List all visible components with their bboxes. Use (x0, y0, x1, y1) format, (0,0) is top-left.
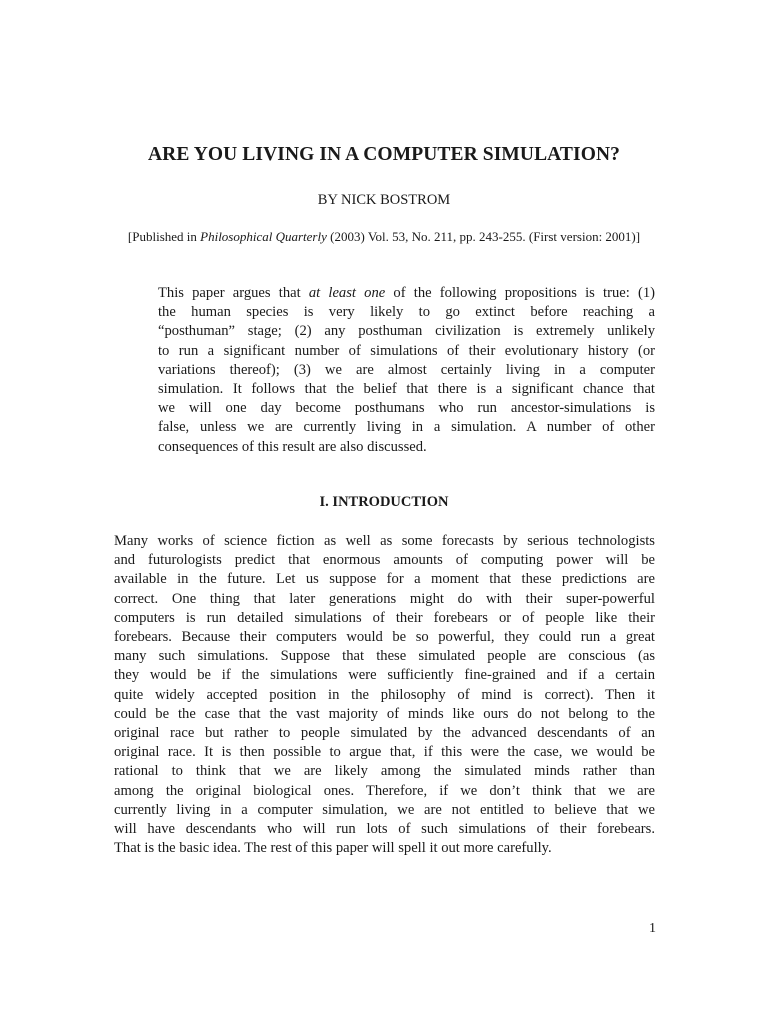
abstract-line (158, 361, 655, 380)
introduction-paragraph (114, 532, 655, 858)
abstract-text: we will one day become posthumans who run ancestor-simulations is (158, 400, 655, 417)
paragraph-line: many such simulations. Suppose that these simulated people are conscious (as (114, 648, 655, 665)
abstract-text: to run a significant number of simulations of their evolutionary history (or (158, 342, 655, 359)
abstract-line (158, 438, 655, 457)
abstract-line (158, 380, 655, 399)
publication-suffix: (2003) Vol. 53, No. 211, pp. 243-255. (First version: 2001)] (326, 229, 641, 244)
paragraph-line: could be the case that the vast majority of minds like ours do not belong to the (114, 705, 655, 722)
paragraph-line: original race but rather to people simulated by the advanced descendants of an (114, 725, 655, 742)
paragraph-line: computers is run detailed simulations of their forebears or of people like their (114, 609, 655, 626)
abstract-text: of the following propositions is true: (1) (385, 285, 655, 301)
publication-note (0, 229, 768, 245)
author-byline: BY NICK BOSTROM (317, 192, 451, 208)
paragraph-line: they would be if the simulations were sufficiently fine-grained and if a certain (114, 667, 655, 684)
paragraph-line: That is the basic idea. The rest of this paper will spell it out more carefully. (114, 840, 552, 857)
abstract-text: the human species is very likely to go extinct before reaching a (158, 304, 655, 321)
abstract-line (158, 418, 655, 437)
journal-name: Philosophical Quarterly (200, 229, 327, 244)
paragraph-line: forebears. Because their computers would be so powerful, they could run a great (114, 629, 655, 646)
abstract-text: simulation. It follows that the belief that there is a significant chance that (158, 381, 655, 398)
emphasis-text: at least one (308, 285, 386, 301)
paragraph-line: quite widely accepted position in the philosophy of mind is correct). Then it (114, 686, 655, 703)
publication-prefix: [Published in (127, 229, 201, 244)
page-number: 1 (649, 921, 656, 936)
abstract-text: false, unless we are currently living in a simulation. A number of other (158, 419, 655, 436)
abstract-text: consequences of this result are also discussed. (158, 438, 427, 455)
paragraph-line: correct. One thing that later generations might do with their super-powerful (114, 590, 655, 607)
abstract-line (158, 303, 655, 322)
paragraph-line: and futurologists predict that enormous amounts of computing power will be (114, 552, 655, 569)
abstract (158, 284, 655, 457)
paragraph-line: rational to think that we are likely among the simulated minds rather than (114, 763, 655, 780)
paragraph-line: available in the future. Let us suppose for a moment that these predictions are (114, 571, 655, 588)
section-heading: I. INTRODUCTION (319, 494, 449, 510)
abstract-line (158, 322, 655, 341)
abstract-line (158, 342, 655, 361)
paragraph-line: original race. It is then possible to argue that, if this were the case, we would be (114, 744, 655, 761)
paragraph-line: Many works of science fiction as well as some forecasts by serious technologists (114, 533, 655, 549)
abstract-line (158, 284, 655, 303)
abstract-text: This paper argues that (158, 285, 309, 301)
paper-title: ARE YOU LIVING IN A COMPUTER SIMULATION? (147, 144, 621, 165)
abstract-text: variations thereof); (3) we are almost certainly living in a computer (158, 361, 655, 378)
abstract-text: “posthuman” stage; (2) any posthuman civilization is extremely unlikely (158, 323, 655, 340)
paragraph-line: among the original biological ones. Therefore, if we don’t think that we are (114, 782, 655, 799)
paragraph-line: currently living in a computer simulation, we are not entitled to believe that we (114, 801, 655, 818)
paragraph-line: will have descendants who will run lots of such simulations of their forebears. (114, 821, 655, 838)
abstract-line (158, 399, 655, 418)
